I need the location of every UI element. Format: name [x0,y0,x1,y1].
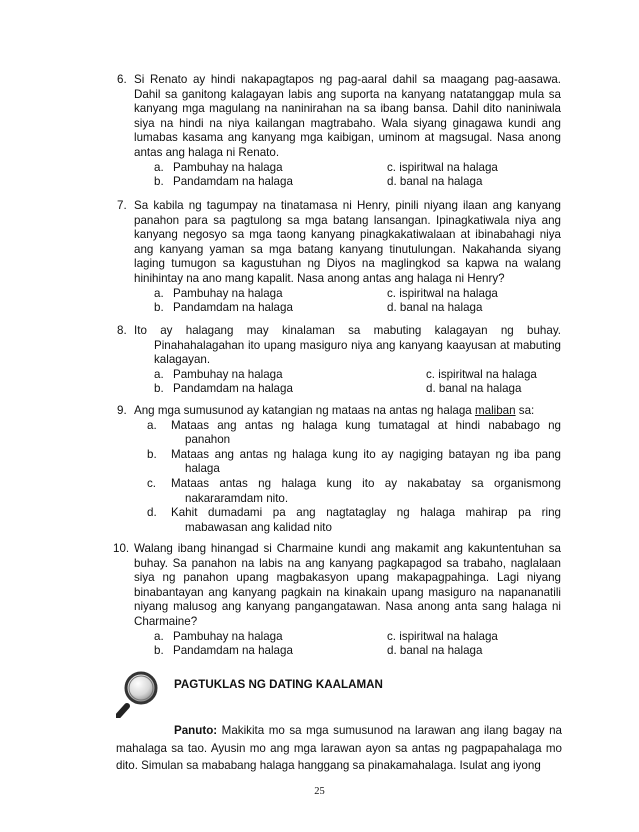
option-letter: b. [154,382,164,396]
option-text: Pambuhay na halaga [173,286,283,300]
subitem-letter: c. [147,476,157,490]
question-number: 6. [117,73,127,86]
question-number: 10. [113,542,130,555]
question-text: Sa kabila ng tagumpay na tinatamasa ni Henry, pinili niyang ilaan ang kanyang panahon para sa pagtulong sa mga batang lansangan. Ipinagkatiwala niya ang kanyang negosyo sa mga taong kanyang pinagkakatiwalaan at ibinabahagi niya ang kanyang yaman sa mga batang kanyang tinutulungan. Nakahanda siyang laging tumugon sa kagustuhan ng Diyos na maglingkod sa kapwa na walang hinihintay na ano mang kapalit. Nasa anong antas ang halaga ni Henry? [134,199,561,285]
subitem-text-cont: panahon [185,433,231,447]
subitems [147,419,561,536]
option-letter: a. [154,629,164,643]
question-text: Si Renato ay hindi nakapagtapos ng pag-aaral dahil sa maagang pag-aasawa. Dahil sa ganitong kalagayan labis ang suporta na kanyang natatanggap mula sa kanyang mga magulang na naninirahan na sa ibang bansa. Dahil dito naniniwala siya na hindi na niya kailangan magtrabaho. Wala siyang ginagawa kundi ang lumabas kasama ang kanyang mga kaibigan, uminom at magsugal. Nasa anong antas ang halaga ni Renato. [134,73,561,159]
question-text-part: Ang mga sumusunod ay katangian ng mataas na antas ng halaga [134,404,475,417]
options [154,368,561,397]
subitem-text: Mataas ang antas ng halaga kung ito ay nagiging batayan ng iba pang [171,447,561,461]
option-letter: b. [154,301,164,315]
option-text: d. banal na halaga [387,301,483,315]
option-letter: b. [154,644,164,658]
question-text-part: sa: [515,404,535,417]
question-10 [113,542,561,659]
options [154,161,561,190]
instructions-text: Makikita mo sa mga sumusunod na larawan ang ilang bagay na [217,724,562,737]
subitem-text-cont: nakararamdam nito. [185,491,289,505]
subitem-b [147,448,561,477]
subitem-text: Kahit dumadami pa ang nagtataglay ng halaga mahirap pa ring [171,506,561,520]
option-text: Pambuhay na halaga [173,367,283,381]
question-text: Walang ibang hinangad si Charmaine kundi ang makamit ang kakuntentuhan sa buhay. Sa panahon na labis na ang kanyang pagkapagod sa trabaho, naglalaan siya ng panahon upang magbakasyon upang makapagpahinga. Lagi niyang binabantayan ang kanyang pagkain na kinakain upang masiguro na napananatili niyang malusog ang kanyang pangangatawan. Nasa anong anta sang halaga ni Charmaine? [134,542,561,628]
page-number: 25 [314,786,325,797]
option-text: c. ispiritwal na halaga [387,286,498,300]
option-text: d. banal na halaga [387,644,483,658]
section-header [116,670,560,720]
subitem-letter: b. [147,447,157,461]
option-letter: a. [154,286,164,300]
options [154,630,561,659]
question-number: 9. [117,404,127,417]
question-6 [117,73,561,190]
question-number: 8. [117,324,127,337]
subitem-c [147,477,561,506]
options [154,287,561,316]
option-text: Pandamdam na halaga [173,644,293,658]
instructions-label: Panuto: [174,724,218,737]
option-text: Pambuhay na halaga [173,629,283,643]
question-text [134,404,561,419]
option-text: Pandamdam na halaga [173,301,293,315]
subitem-text: Mataas ang antas ng halaga kung tumatagal at hindi nababago ng [171,418,561,432]
option-text: c. ispiritwal na halaga [426,367,537,381]
option-text: d. banal na halaga [387,175,483,189]
question-8 [117,324,561,397]
option-text: c. ispiritwal na halaga [387,629,498,643]
magnifying-glass-icon [116,670,160,718]
option-letter: b. [154,175,164,189]
subitem-letter: a. [147,418,157,432]
underlined-word: maliban [474,404,516,417]
option-text: Pambuhay na halaga [173,160,283,174]
instructions-text-cont: mahalaga sa tao. Ayusin mo ang mga larawan ayon sa antas ng pagpapahalaga mo dito. Simulan sa mababang halaga hanggang sa pinakamahalaga. Isulat ang iyong [116,741,562,773]
subitem-text-cont: halaga [185,462,220,476]
section-title: PAGTUKLAS NG DATING KAALAMAN [174,678,383,691]
option-text: Pandamdam na halaga [173,175,293,189]
subitem-letter: d. [147,506,157,520]
question-7 [117,199,561,316]
question-text: Ito ay halagang may kinalaman sa mabuting kalagayan ng buhay. Pinahahalagahan ito upang masiguro niya ang kanyang kaayusan at mabuting kalagayan. [134,324,561,367]
subitem-text-cont: mabawasan ang kalidad nito [185,520,332,534]
subitem-text: Mataas antas ng halaga kung ito ay nakabatay sa organismong [171,476,561,490]
question-9 [117,404,561,535]
option-text: c. ispiritwal na halaga [387,160,498,174]
instructions [116,722,562,775]
option-letter: a. [154,160,164,174]
subitem-a [147,419,561,448]
subitem-d [147,506,561,535]
option-text: d. banal na halaga [426,382,522,396]
question-number: 7. [117,199,127,212]
option-letter: a. [154,367,164,381]
option-text: Pandamdam na halaga [173,382,293,396]
